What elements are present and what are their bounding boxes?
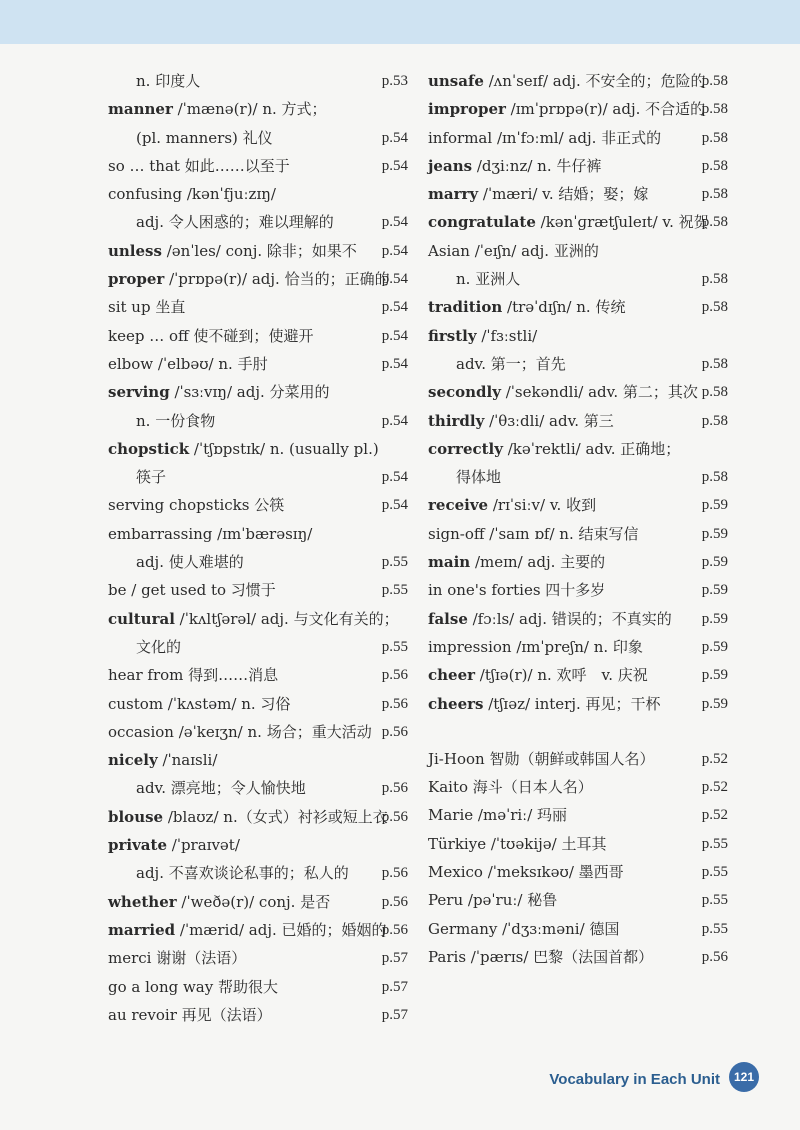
entry-text <box>108 378 330 406</box>
vocab-entry <box>108 661 408 689</box>
entry-text <box>108 944 246 972</box>
page-reference: p.58 <box>701 412 728 429</box>
vocab-entry <box>428 435 728 463</box>
entry-text <box>108 124 273 152</box>
entry-text <box>108 973 278 1001</box>
page-reference: p.55 <box>701 892 728 909</box>
page-reference: p.58 <box>701 73 728 89</box>
headword: correctly <box>428 439 503 458</box>
page-reference: p.57 <box>381 978 408 995</box>
entry-text <box>108 859 349 887</box>
definition: Mexico /ˈmeksɪkəʊ/ 墨西哥 <box>428 863 624 882</box>
vocab-entry <box>108 1001 408 1029</box>
definition: /ˈnaɪsli/ <box>157 751 218 770</box>
entry-text <box>108 661 278 689</box>
entry-text <box>428 801 567 829</box>
entry-text <box>108 265 390 293</box>
definition: /ənˈles/ conj. 除非；如果不 <box>161 241 357 260</box>
vocab-entry <box>108 378 408 406</box>
headword: serving <box>108 383 170 402</box>
vocab-entry <box>428 633 728 661</box>
headword: improper <box>428 100 506 119</box>
entry-text <box>108 1001 272 1029</box>
page-reference: p.56 <box>381 921 408 938</box>
definition: occasion /əˈkeɪʒn/ n. 场合；重大活动 <box>108 722 372 741</box>
vocab-entry <box>428 124 728 152</box>
definition: /ˈkʌltʃərəl/ adj. 与文化有关的； <box>174 609 399 628</box>
headword: unsafe <box>428 72 484 90</box>
headword: marry <box>428 185 479 204</box>
entry-text <box>428 293 625 321</box>
left-column <box>108 67 408 1029</box>
vocab-entry <box>108 633 408 661</box>
definition: /ʌnˈseɪf/ adj. 不安全的；危险的 <box>483 72 706 90</box>
entry-text <box>108 746 217 774</box>
page-reference: p.59 <box>701 610 728 627</box>
page-reference: p.54 <box>381 327 408 344</box>
vocab-entry <box>108 67 408 95</box>
entry-text <box>428 548 605 576</box>
vocab-entry <box>108 491 408 519</box>
vocab-entry <box>428 801 728 829</box>
entry-text <box>108 152 290 180</box>
vocab-entry <box>428 858 728 886</box>
definition: adv. 第一；首先 <box>456 354 566 373</box>
vocab-entry <box>108 265 408 293</box>
definition: informal /ɪnˈfɔːml/ adj. 非正式的 <box>428 128 662 147</box>
page-reference: p.58 <box>701 101 728 118</box>
headword: private <box>108 836 167 855</box>
vocab-entry <box>428 491 728 519</box>
entry-text <box>428 690 661 718</box>
entry-text <box>428 605 672 633</box>
entry-text <box>428 661 648 689</box>
vocab-entry <box>108 973 408 1001</box>
definition: /ˈweðə(r)/ conj. 是否 <box>176 892 331 911</box>
definition: sit up 坐直 <box>108 298 186 317</box>
vocab-entry <box>428 830 728 858</box>
page-reference: p.54 <box>381 242 408 259</box>
headword: manner <box>108 100 173 119</box>
entry-text <box>108 520 312 548</box>
page-reference: p.56 <box>381 667 408 684</box>
vocab-entry <box>108 124 408 152</box>
page-reference: p.54 <box>381 129 408 146</box>
definition: au revoir 再见（法语） <box>108 1005 272 1024</box>
definition: /ˈsɜːvɪŋ/ adj. 分菜用的 <box>169 383 330 402</box>
vocab-entry <box>428 152 728 180</box>
entry-text <box>108 774 306 802</box>
vocab-entry <box>428 95 728 123</box>
vocab-entry <box>108 916 408 944</box>
page-reference: p.55 <box>701 864 728 881</box>
entry-text <box>108 803 388 831</box>
vocab-entry <box>428 520 728 548</box>
entry-text <box>428 491 596 519</box>
page-reference: p.58 <box>701 299 728 316</box>
page-reference: p.54 <box>381 469 408 486</box>
vocab-entry <box>428 915 728 943</box>
page-reference: p.54 <box>381 299 408 316</box>
definition: Germany /ˈdʒɜːməni/ 德国 <box>428 919 620 938</box>
entry-text <box>108 180 276 208</box>
section-gap <box>428 718 728 745</box>
entry-text <box>108 576 276 604</box>
headword: nicely <box>108 751 158 770</box>
entry-text <box>428 463 501 491</box>
entry-text <box>108 435 379 463</box>
vocab-entry <box>428 773 728 801</box>
definition: impression /ɪmˈpreʃn/ n. 印象 <box>428 637 643 656</box>
page-reference: p.56 <box>381 780 408 797</box>
definition: keep … off 使不碰到；使避开 <box>108 326 314 345</box>
headword: main <box>428 553 471 572</box>
entry-text <box>108 548 244 576</box>
definition: /ɪmˈprɒpə(r)/ adj. 不合适的 <box>505 100 706 119</box>
definition: Paris /ˈpærɪs/ 巴黎（法国首都） <box>428 947 654 966</box>
page-reference: p.59 <box>701 554 728 571</box>
entry-text <box>108 237 357 265</box>
entry-text <box>428 520 639 548</box>
definition: /blaʊz/ n.（女式）衬衫或短上衣 <box>163 807 388 826</box>
definition: adj. 使人难堪的 <box>136 553 244 572</box>
vocab-entry <box>108 576 408 604</box>
page-reference: p.56 <box>381 893 408 910</box>
entry-text <box>428 237 599 265</box>
definition: /ˈpraɪvət/ <box>167 836 240 855</box>
headword: jeans <box>428 156 473 175</box>
definition: Kaito 海斗（日本人名） <box>428 778 593 797</box>
definition: in one's forties 四十多岁 <box>428 581 606 600</box>
entry-text <box>428 67 706 95</box>
vocab-entry <box>108 548 408 576</box>
entry-text <box>108 718 372 746</box>
page-reference: p.58 <box>701 129 728 146</box>
page-reference: p.54 <box>381 355 408 372</box>
definition: elbow /ˈelbəʊ/ n. 手肘 <box>108 354 268 373</box>
page-reference: p.54 <box>381 157 408 174</box>
headword: receive <box>428 496 489 515</box>
vocab-entry <box>108 322 408 350</box>
vocab-entry <box>108 944 408 972</box>
entry-text <box>108 605 399 633</box>
vocab-entry <box>108 774 408 802</box>
definition: /kəˈrektli/ adv. 正确地； <box>502 439 681 458</box>
definition: /fɔːls/ adj. 错误的；不真实的 <box>467 609 672 628</box>
entry-text <box>428 858 624 886</box>
page-reference: p.55 <box>381 582 408 599</box>
definition: Ji-Hoon 智勋（朝鲜或韩国人名） <box>428 749 655 768</box>
definition: Marie /məˈriː/ 玛丽 <box>428 806 568 825</box>
definition: /ˈmænə(r)/ n. 方式； <box>172 100 327 119</box>
definition: (pl. manners) 礼仪 <box>136 128 273 147</box>
headword: chopstick <box>108 439 190 458</box>
headword: secondly <box>428 383 501 402</box>
vocab-entry <box>108 803 408 831</box>
vocab-entry <box>428 350 728 378</box>
headword: tradition <box>428 298 503 317</box>
entry-text <box>108 407 215 435</box>
page-reference: p.58 <box>701 157 728 174</box>
definition: go a long way 帮助很大 <box>108 977 278 996</box>
page-reference: p.59 <box>701 667 728 684</box>
definition: adj. 令人困惑的；难以理解的 <box>136 213 334 232</box>
definition: n. 印度人 <box>136 72 201 90</box>
entry-text <box>108 322 313 350</box>
page-reference: p.58 <box>701 355 728 372</box>
definition: /ˈprɒpə(r)/ adj. 恰当的；正确的 <box>164 270 390 289</box>
definition: /ˈfɜːstli/ <box>476 326 538 345</box>
headword: blouse <box>108 807 164 826</box>
definition: /ˈmærid/ adj. 已婚的；婚姻的 <box>175 920 387 939</box>
vocab-entry <box>428 237 728 265</box>
vocab-entry <box>108 208 408 236</box>
entry-text <box>428 773 593 801</box>
definition: /ˈtʃɒpstɪk/ n. (usually pl.) <box>189 439 379 458</box>
page-reference: p.59 <box>701 695 728 712</box>
entry-text <box>428 208 709 236</box>
vocab-entry <box>108 152 408 180</box>
definition: adv. 漂亮地；令人愉快地 <box>136 779 306 798</box>
page-reference: p.59 <box>701 582 728 599</box>
entry-text <box>428 830 606 858</box>
entry-text <box>428 886 557 914</box>
vocab-entry <box>428 293 728 321</box>
page-reference: p.56 <box>381 808 408 825</box>
vocab-entry <box>428 576 728 604</box>
definition: 文化的 <box>136 637 182 656</box>
entry-text <box>108 831 240 859</box>
page-reference: p.57 <box>381 1006 408 1023</box>
page-reference: p.58 <box>701 214 728 231</box>
entry-text <box>428 435 680 463</box>
page-reference: p.56 <box>701 948 728 965</box>
right-column <box>428 67 728 971</box>
entry-text <box>108 690 290 718</box>
definition: embarrassing /ɪmˈbærəsɪŋ/ <box>108 524 313 543</box>
entry-text <box>428 322 537 350</box>
entry-text <box>428 633 643 661</box>
vocab-entry <box>428 886 728 914</box>
vocab-entry <box>108 463 408 491</box>
definition: so … that 如此……以至于 <box>108 156 290 175</box>
headword: false <box>428 609 468 628</box>
page-reference: p.59 <box>701 525 728 542</box>
page-reference: p.58 <box>701 469 728 486</box>
vocab-entry <box>428 208 728 236</box>
definition: custom /ˈkʌstəm/ n. 习俗 <box>108 694 291 713</box>
vocab-entry <box>428 745 728 773</box>
headword: unless <box>108 241 162 260</box>
vocab-entry <box>428 265 728 293</box>
entry-text <box>428 180 648 208</box>
page-number-badge: 121 <box>729 1062 759 1092</box>
vocab-entry <box>108 293 408 321</box>
headword: cheers <box>428 694 484 713</box>
entry-text <box>108 67 200 95</box>
definition: /kənˈɡrætʃuleɪt/ v. 祝贺 <box>535 213 709 232</box>
entry-text <box>108 916 387 944</box>
entry-text <box>108 293 185 321</box>
vocab-entry <box>108 859 408 887</box>
vocab-entry <box>108 718 408 746</box>
vocab-entry <box>108 520 408 548</box>
vocab-entry <box>428 605 728 633</box>
page-reference: p.54 <box>381 412 408 429</box>
vocab-entry <box>428 322 728 350</box>
entry-text <box>428 943 653 971</box>
page-reference: p.53 <box>381 73 408 89</box>
headword: cultural <box>108 609 175 628</box>
definition: n. 一份食物 <box>136 411 216 430</box>
definition: be / get used to 习惯于 <box>108 581 276 600</box>
entry-text <box>428 265 520 293</box>
vocab-entry <box>108 605 408 633</box>
entry-text <box>428 152 601 180</box>
vocab-entry <box>428 548 728 576</box>
page-reference: p.56 <box>381 723 408 740</box>
page-reference: p.59 <box>701 497 728 514</box>
vocab-entry <box>108 180 408 208</box>
headword: cheer <box>428 666 476 685</box>
vocab-entry <box>428 67 728 95</box>
vocab-entry <box>108 95 408 123</box>
headword: firstly <box>428 326 477 345</box>
page-reference: p.57 <box>381 950 408 967</box>
entry-text <box>428 350 566 378</box>
entry-text <box>108 350 268 378</box>
vocab-entry <box>108 350 408 378</box>
entry-text <box>428 915 619 943</box>
page-reference: p.54 <box>381 271 408 288</box>
vocab-entry <box>108 407 408 435</box>
entry-text <box>108 208 334 236</box>
vocab-entry <box>108 690 408 718</box>
entry-text <box>428 407 614 435</box>
page-reference: p.52 <box>701 807 728 824</box>
vocab-entry <box>428 943 728 971</box>
headword: thirdly <box>428 411 485 430</box>
page-reference: p.52 <box>701 779 728 796</box>
definition: Peru /pəˈruː/ 秘鲁 <box>428 891 558 910</box>
headword: proper <box>108 270 165 289</box>
definition: /dʒiːnz/ n. 牛仔裤 <box>472 156 602 175</box>
page-reference: p.55 <box>381 554 408 571</box>
headword: whether <box>108 892 177 911</box>
vocab-entry <box>428 180 728 208</box>
definition: /tʃɪəz/ interj. 再见；干杯 <box>483 694 661 713</box>
page-reference: p.59 <box>701 638 728 655</box>
vocab-entry <box>428 407 728 435</box>
vocab-entry <box>428 690 728 718</box>
definition: /tʃɪə(r)/ n. 欢呼 v. 庆祝 <box>475 666 648 685</box>
vocab-entry <box>108 888 408 916</box>
definition: hear from 得到……消息 <box>108 666 279 685</box>
headword: married <box>108 920 176 939</box>
definition: /ˈsekəndli/ adv. 第二；其次 <box>500 383 698 402</box>
vocab-entry <box>108 435 408 463</box>
entry-text <box>108 491 284 519</box>
definition: adj. 不喜欢谈论私事的；私人的 <box>136 864 349 883</box>
vocab-entry <box>428 661 728 689</box>
page-reference: p.58 <box>701 186 728 203</box>
page-reference: p.54 <box>381 497 408 514</box>
definition: /rɪˈsiːv/ v. 收到 <box>488 496 597 515</box>
definition: 得体地 <box>456 468 502 487</box>
entry-text <box>428 95 705 123</box>
definition: 筷子 <box>136 468 167 487</box>
definition: Türkiye /ˈtʊəkijə/ 土耳其 <box>428 834 607 853</box>
definition: /meɪn/ adj. 主要的 <box>470 553 606 572</box>
entry-text <box>108 463 166 491</box>
headword: congratulate <box>428 213 536 232</box>
entry-text <box>428 745 654 773</box>
definition: sign-off /ˈsaɪn ɒf/ n. 结束写信 <box>428 524 639 543</box>
definition: /ˈmæri/ v. 结婚；娶；嫁 <box>478 185 649 204</box>
page-reference: p.55 <box>381 638 408 655</box>
page-reference: p.58 <box>701 271 728 288</box>
definition: n. 亚洲人 <box>456 270 521 289</box>
vocab-entry <box>428 463 728 491</box>
footer-title: Vocabulary in Each Unit <box>549 1071 720 1088</box>
entry-text <box>108 888 330 916</box>
page-reference: p.56 <box>381 695 408 712</box>
entry-text <box>108 633 181 661</box>
definition: /ˈθɜːdli/ adv. 第三 <box>484 411 614 430</box>
entry-text <box>428 378 698 406</box>
definition: serving chopsticks 公筷 <box>108 496 285 515</box>
header-band <box>0 0 800 44</box>
vocab-entry <box>108 237 408 265</box>
vocab-entry <box>108 831 408 859</box>
page-reference: p.55 <box>701 920 728 937</box>
page-reference: p.55 <box>701 835 728 852</box>
vocab-entry <box>428 378 728 406</box>
definition: Asian /ˈeɪʃn/ adj. 亚洲的 <box>428 241 599 260</box>
entry-text <box>108 95 327 123</box>
page-reference: p.54 <box>381 214 408 231</box>
definition: confusing /kənˈfjuːzɪŋ/ <box>108 185 276 204</box>
vocab-entry <box>108 746 408 774</box>
page-reference: p.58 <box>701 384 728 401</box>
definition: /trəˈdɪʃn/ n. 传统 <box>502 298 626 317</box>
page-reference: p.52 <box>701 750 728 767</box>
page-reference: p.56 <box>381 865 408 882</box>
entry-text <box>428 124 661 152</box>
definition: merci 谢谢（法语） <box>108 949 247 968</box>
entry-text <box>428 576 605 604</box>
